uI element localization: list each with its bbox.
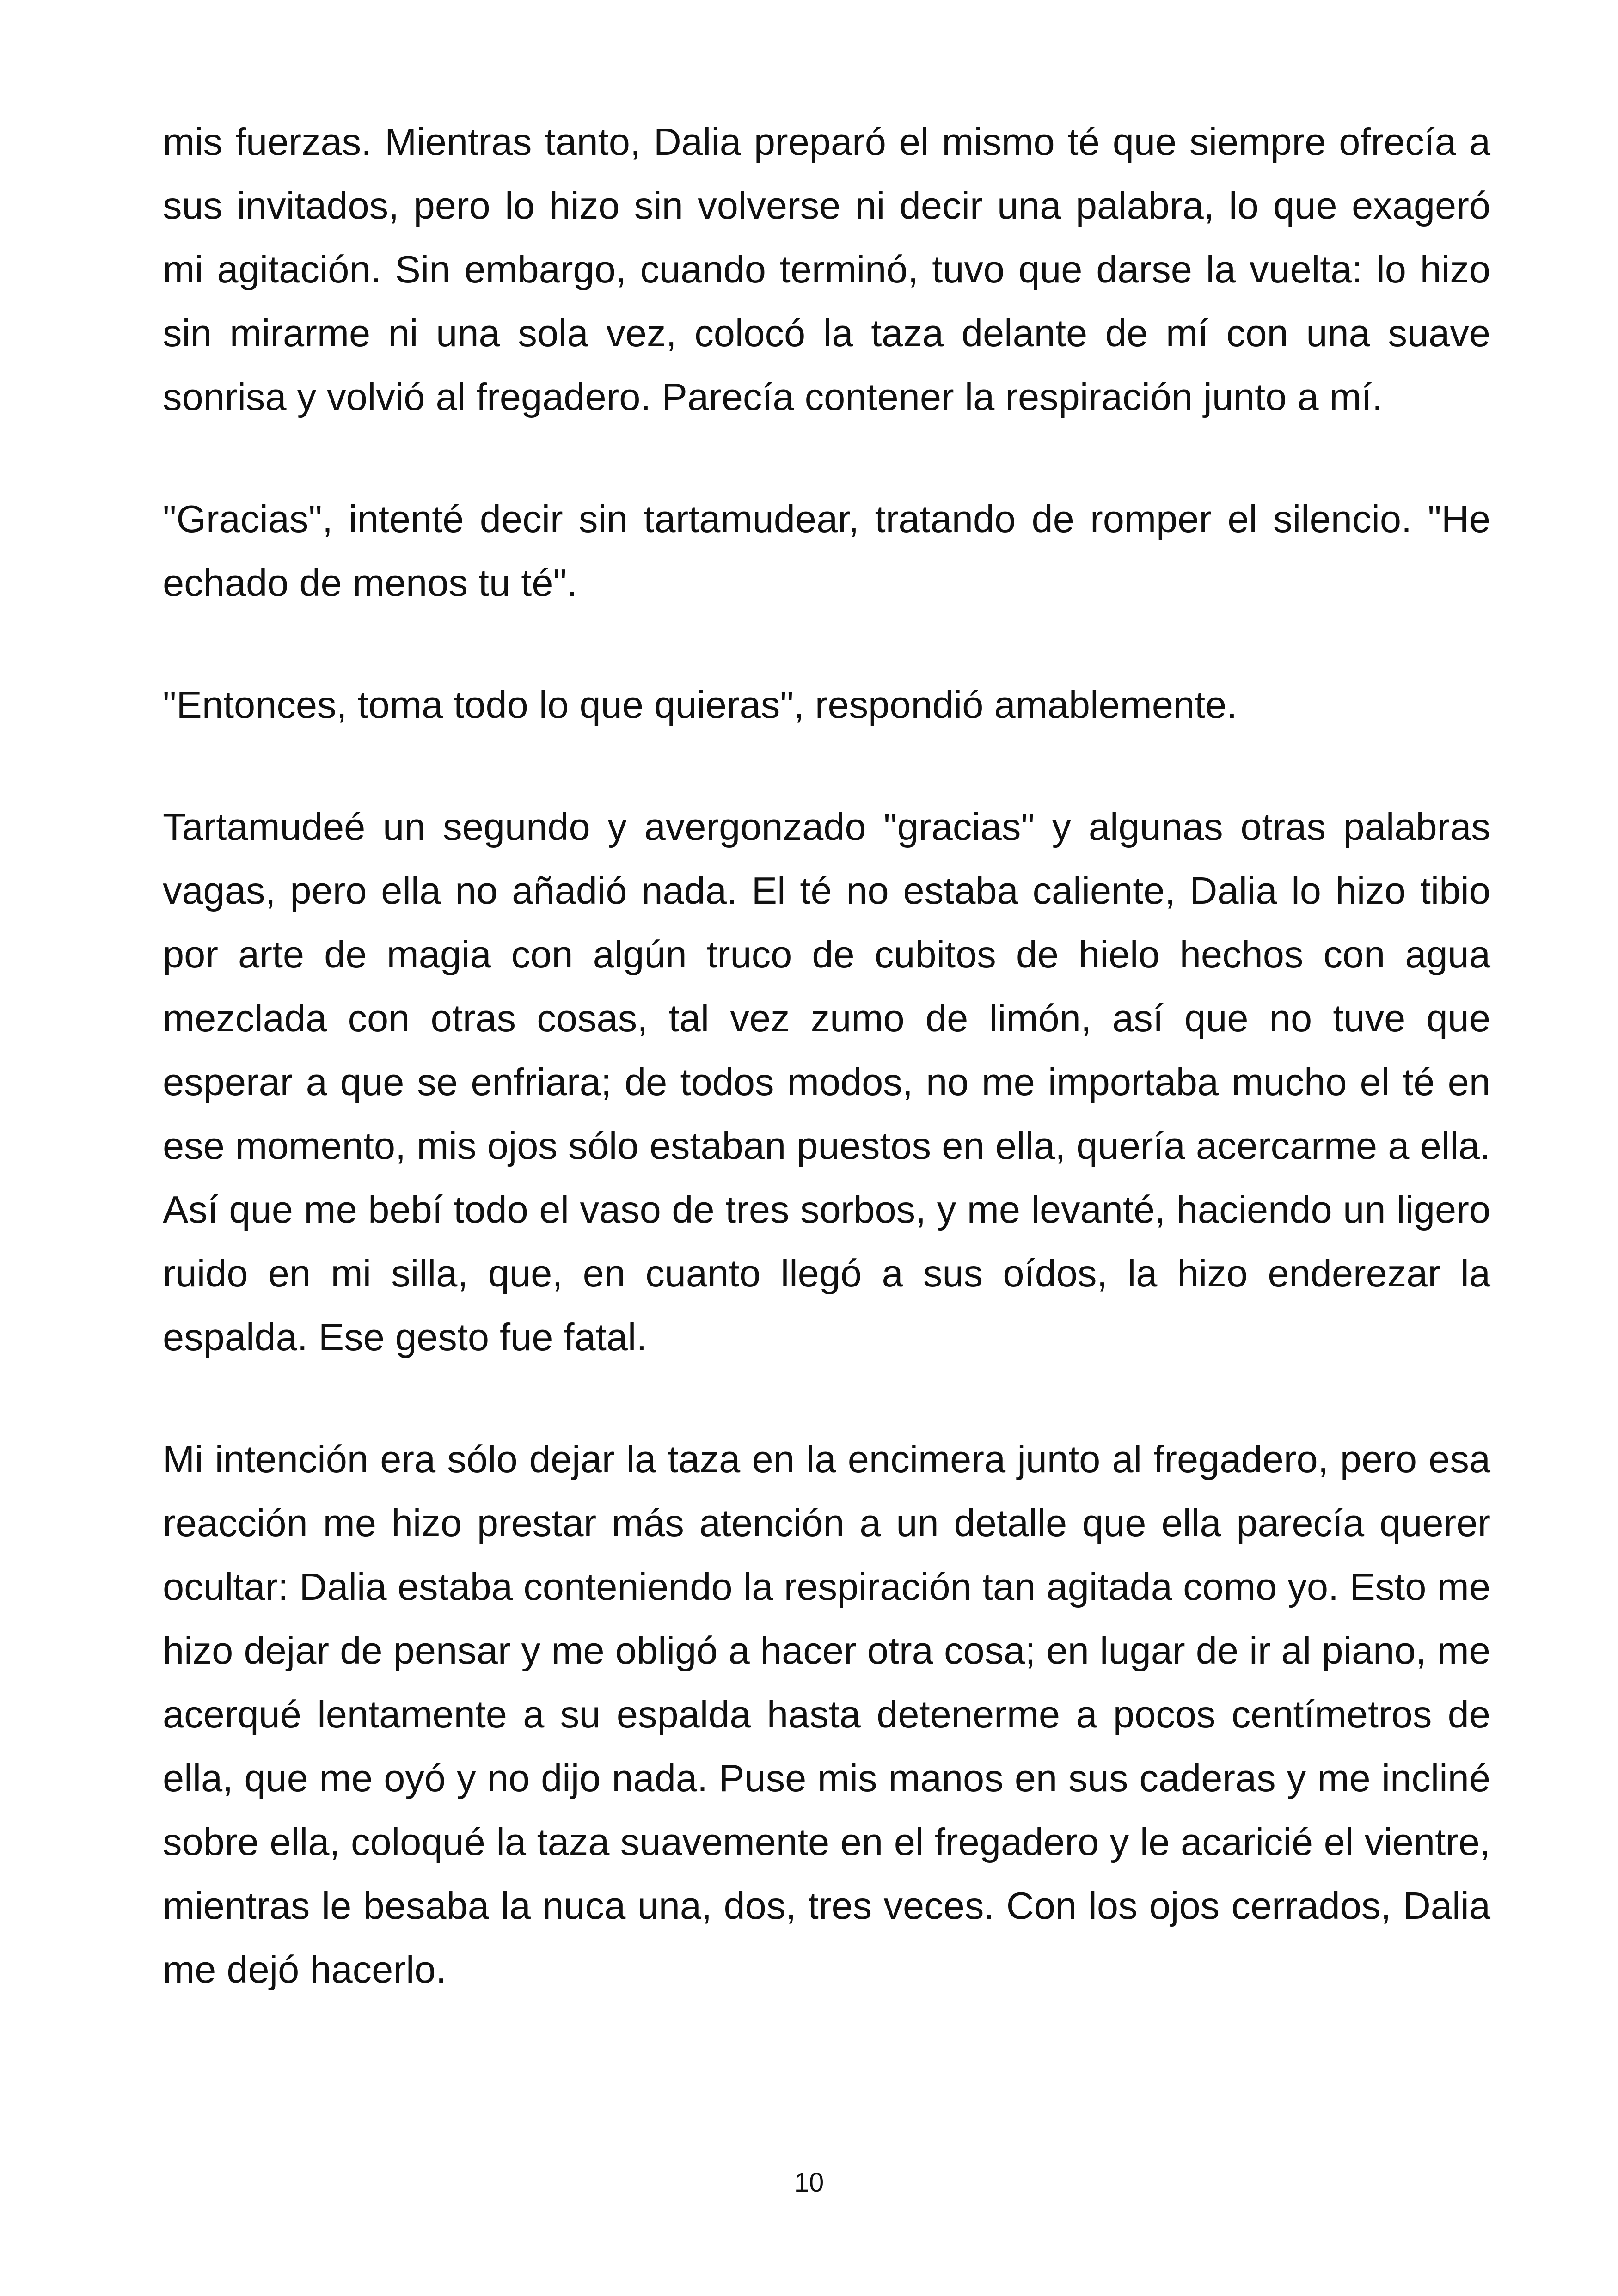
paragraph-4: Tartamudeé un segundo y avergonzado "gracias" y algunas otras palabras vagas, pero ella no añadió nada. El té no estaba caliente, Dalia lo hizo tibio por arte de magia con algún truco de cubitos de hielo hechos con agua mezclada con otras cosas, tal vez zumo de limón, así que no tuve que esperar a que se enfriara; de todos modos, no me importaba mucho el té en ese momento, mis ojos sólo estaban puestos en ella, quería acercarme a ella. Así que me bebí todo el vaso de tres sorbos, y me levanté, haciendo un ligero ruido en mi silla, que, en cuanto llegó a sus oídos, la hizo enderezar la espalda. Ese gesto fue fatal. <box>163 805 1490 1359</box>
paragraph-2: "Gracias", intenté decir sin tartamudear, tratando de romper el silencio. "He echado de menos tu té". <box>163 497 1490 604</box>
paragraph-3: "Entonces, toma todo lo que quieras", respondió amablemente. <box>163 683 1238 726</box>
paragraph-5: Mi intención era sólo dejar la taza en la encimera junto al fregadero, pero esa reacción me hizo prestar más atención a un detalle que ella parecía querer ocultar: Dalia estaba conteniendo la respiración tan agitada como yo. Esto me hizo dejar de pensar y me obligó a hacer otra cosa; en lugar de ir al piano, me acerqué lentamente a su espalda hasta detenerme a pocos centímetros de ella, que me oyó y no dijo nada. Puse mis manos en sus caderas y me incliné sobre ella, coloqué la taza suavemente en el fregadero y le acaricié el vientre, mientras le besaba la nuca una, dos, tres veces. Con los ojos cerrados, Dalia me dejó hacerlo. <box>163 1438 1490 1991</box>
paragraph-1: mis fuerzas. Mientras tanto, Dalia preparó el mismo té que siempre ofrecía a sus invitados, pero lo hizo sin volverse ni decir una palabra, lo que exageró mi agitación. Sin embargo, cuando terminó, tuvo que darse la vuelta: lo hizo sin mirarme ni una sola vez, colocó la taza delante de mí con una suave sonrisa y volvió al fregadero. Parecía contener la respiración junto a mí. <box>163 120 1490 418</box>
page-number: 10 <box>794 2167 824 2198</box>
body-text <box>163 110 1490 2060</box>
